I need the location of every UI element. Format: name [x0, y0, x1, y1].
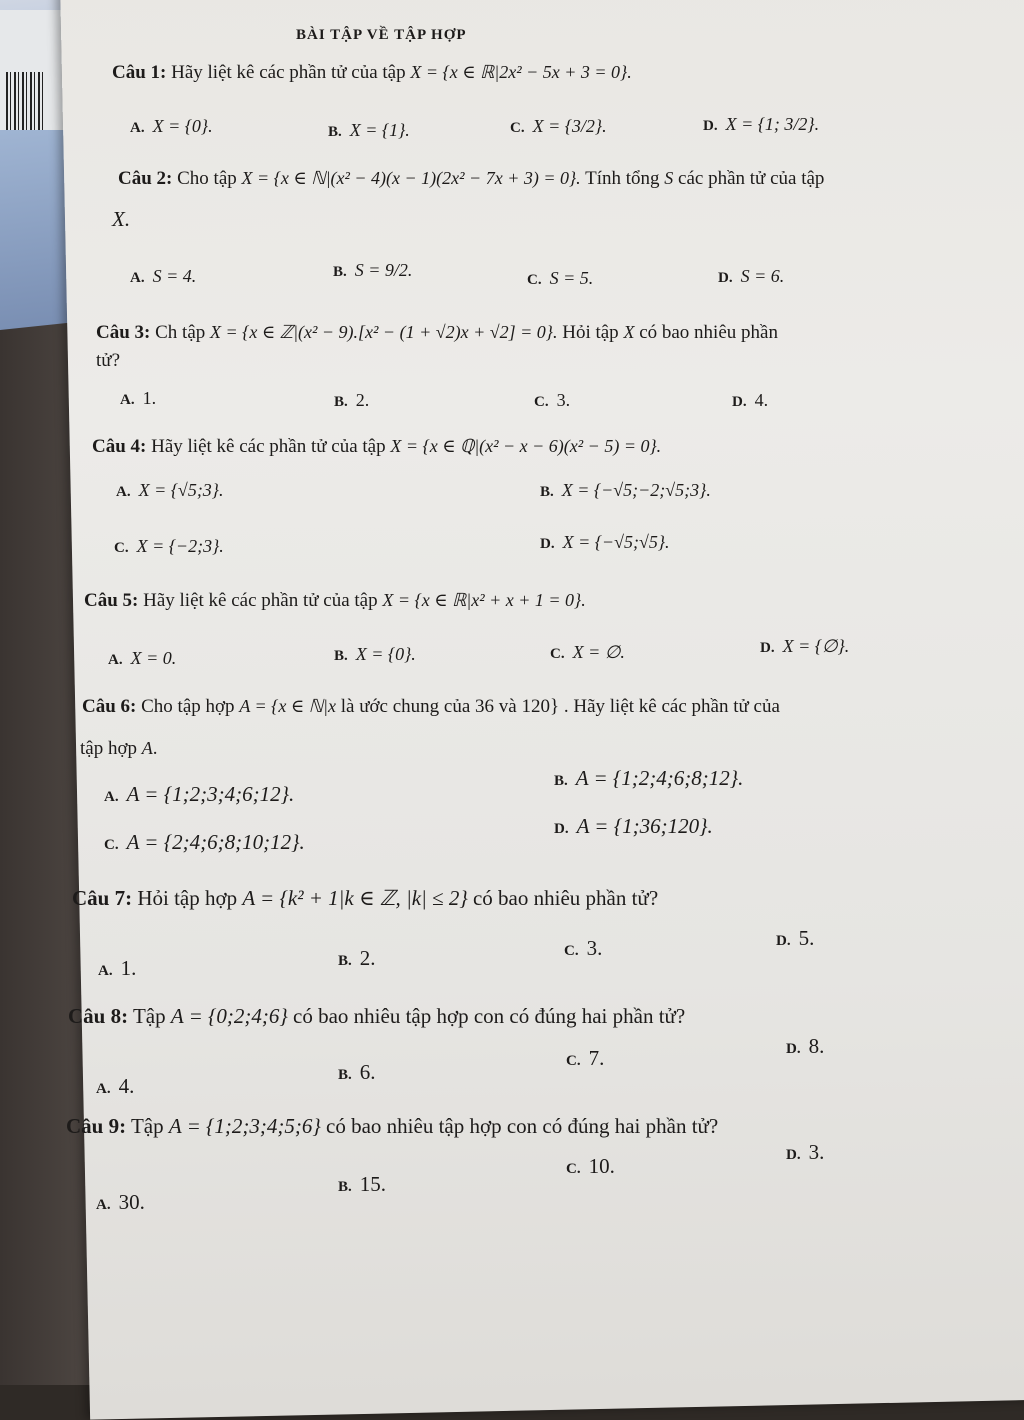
option-d: D. 4. — [732, 390, 769, 410]
question-9: Câu 9: Tập A = {1;2;3;4;5;6} có bao nhiêu tập hợp con có đúng hai phần tử? — [66, 1114, 719, 1138]
question-text: Hãy liệt kê các phần tử của tập — [171, 62, 406, 83]
option-c: C. 3. — [564, 936, 603, 960]
question-label: Câu 1: — [112, 62, 167, 83]
question-8: Câu 8: Tập A = {0;2;4;6} có bao nhiêu tập hợp con có đúng hai phần tử? — [68, 1004, 686, 1028]
option-d: D. X = {1; 3/2}. — [703, 114, 820, 134]
option-b: B. S = 9/2. — [333, 260, 413, 280]
option-d: D. A = {1;36;120}. — [554, 814, 713, 838]
set-expression: A = {x ∈ ℕ|x — [239, 696, 336, 716]
set-expression: A = {k² + 1|k ∈ ℤ, |k| ≤ 2} — [242, 886, 468, 910]
option-a: A. X = {√5;3}. — [116, 480, 224, 500]
question-6: Câu 6: Cho tập hợp A = {x ∈ ℕ|x là ước chung của 36 và 120} . Hãy liệt kê các phần tử của — [82, 696, 780, 717]
option-a: A. S = 4. — [130, 266, 197, 286]
set-expression: X = {x ∈ ℝ|2x² − 5x + 3 = 0}. — [410, 62, 632, 82]
set-expression: X = {x ∈ ℝ|x² + x + 1 = 0}. — [382, 590, 586, 610]
option-c: C. 7. — [566, 1046, 605, 1070]
set-expression: X = {x ∈ ℤ|(x² − 9).[x² − (1 + √2)x + √2] = 0}. — [210, 322, 558, 342]
option-b: B. 2. — [338, 946, 376, 970]
option-c: C. 3. — [534, 390, 571, 410]
option-a: A. 1. — [120, 388, 157, 408]
option-a: A. 30. — [96, 1190, 145, 1214]
option-d: D. 3. — [786, 1140, 825, 1164]
option-c: C. A = {2;4;6;8;10;12}. — [104, 830, 305, 854]
option-d: D. X = {−√5;√5}. — [540, 532, 670, 552]
option-c: C. X = {−2;3}. — [114, 536, 224, 556]
option-a: A. A = {1;2;3;4;6;12}. — [104, 782, 295, 806]
option-c: C. 10. — [566, 1154, 615, 1178]
option-d: D. X = {∅}. — [760, 636, 850, 656]
question-7: Câu 7: Hỏi tập hợp A = {k² + 1|k ∈ ℤ, |k| ≤ 2} có bao nhiêu phần tử? — [72, 886, 659, 910]
option-b: B. 2. — [334, 390, 370, 410]
option-d: D. S = 6. — [718, 266, 785, 286]
question-2-continued: X. — [112, 207, 131, 231]
question-3: Câu 3: Ch tập X = {x ∈ ℤ|(x² − 9).[x² − (1 + √2)x + √2] = 0}. Hỏi tập X có bao nhiêu phần — [96, 322, 778, 343]
question-4: Câu 4: Hãy liệt kê các phần tử của tập X = {x ∈ ℚ|(x² − x − 6)(x² − 5) = 0}. — [92, 436, 662, 457]
option-b: B. X = {−√5;−2;√5;3}. — [540, 480, 711, 500]
option-d: D. 8. — [786, 1034, 825, 1058]
option-a: A. 1. — [98, 956, 137, 980]
question-1 — [112, 62, 632, 84]
option-b: B. X = {1}. — [328, 120, 410, 140]
option-c: C. X = ∅. — [550, 642, 625, 662]
option-a: A. X = {0}. — [130, 116, 213, 136]
option-b: B. X = {0}. — [334, 644, 416, 664]
option-a: A. X = 0. — [108, 648, 177, 668]
question-2: Câu 2: Cho tập X = {x ∈ ℕ|(x² − 4)(x − 1)(2x² − 7x + 3) = 0}. Tính tổng S các phần tử của tập — [118, 168, 825, 189]
option-b: B. 15. — [338, 1172, 387, 1196]
option-a: A. 4. — [96, 1074, 135, 1098]
question-3-continued: tử? — [96, 350, 121, 371]
set-expression: X = {x ∈ ℚ|(x² − x − 6)(x² − 5) = 0}. — [390, 436, 662, 456]
set-expression: A = {1;2;3;4;5;6} — [168, 1114, 321, 1138]
option-d: D. 5. — [776, 926, 815, 950]
set-expression: X = {x ∈ ℕ|(x² − 4)(x − 1)(2x² − 7x + 3) = 0}. — [241, 168, 581, 188]
page-title: BÀI TẬP VỀ TẬP HỢP — [296, 27, 467, 43]
question-6-continued: tập hợp A. — [80, 738, 158, 759]
option-b: B. A = {1;2;4;6;8;12}. — [554, 766, 744, 790]
option-b: B. 6. — [338, 1060, 376, 1084]
option-c: C. X = {3/2}. — [510, 116, 607, 136]
question-5: Câu 5: Hãy liệt kê các phần tử của tập X = {x ∈ ℝ|x² + x + 1 = 0}. — [84, 590, 586, 611]
set-expression: A = {0;2;4;6} — [170, 1004, 288, 1028]
option-c: C. S = 5. — [527, 268, 594, 288]
